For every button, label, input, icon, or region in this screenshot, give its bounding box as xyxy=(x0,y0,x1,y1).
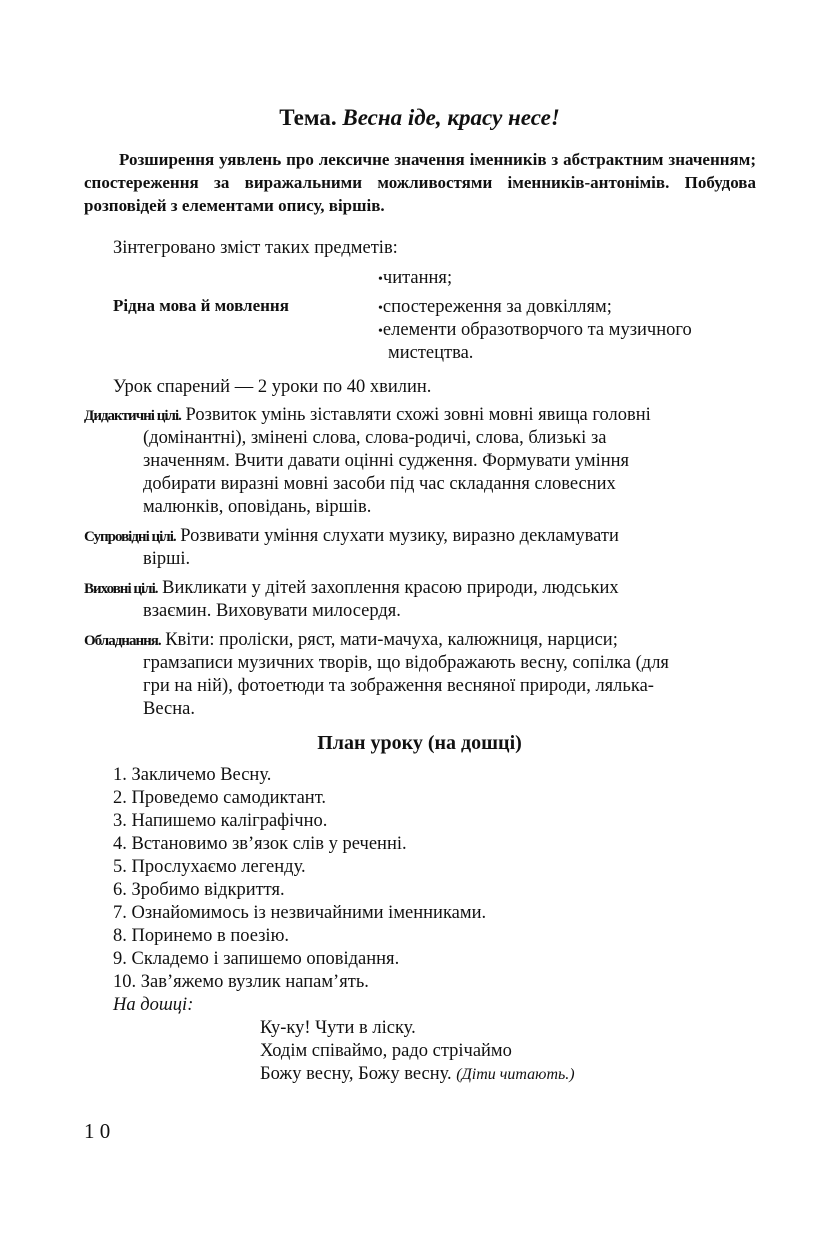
goal-label: Дидактичні цілі. xyxy=(84,408,181,424)
goal-line: взаємин. Виховувати милосердя. xyxy=(143,601,401,621)
board-line: Ходім співаймо, радо стрічаймо xyxy=(260,1041,512,1061)
plan-item: 4. Встановимо зв’язок слів у реченні. xyxy=(113,834,407,854)
goal-line: вірші. xyxy=(143,549,191,569)
title-text: Весна іде, красу несе! xyxy=(342,105,560,130)
lesson-info: Урок спарений — 2 уроки по 40 хвилин. xyxy=(113,377,432,397)
goal-line: гри на ній), фотоетюди та зображення весняної природи, лялька- xyxy=(143,676,654,696)
bullet-mark: • xyxy=(378,272,383,287)
plan-item: 10. Зав’яжемо вузлик напам’ять. xyxy=(113,972,369,992)
bullet-mark: • xyxy=(378,301,383,316)
plan-item: 5. Прослухаємо легенду. xyxy=(113,857,306,877)
board-line: Ку-ку! Чути в ліску. xyxy=(260,1018,416,1038)
plan-item: 7. Ознайомимось із незвичайними іменниками. xyxy=(113,903,487,923)
board-note: (Діти читають.) xyxy=(456,1066,575,1083)
goal-line: значенням. Вчити давати оцінні судження. Формувати уміння xyxy=(143,451,630,471)
goal-didactic: Дидактичні цілі. Розвиток умінь зіставляти схожі зовні мовні явища головні xyxy=(84,405,651,425)
plan-item: 9. Складемо і запишемо оповідання. xyxy=(113,949,400,969)
bullet-mark: • xyxy=(378,324,383,339)
subject-item-continuation: мистецтва. xyxy=(388,343,474,363)
goal-line: добирати виразні мовні засоби під час складання словесних xyxy=(143,474,616,494)
board-line-last: Божу весну, Божу весну. (Діти читають.) xyxy=(260,1064,575,1084)
plan-heading: План уроку (на дошці) xyxy=(317,732,522,754)
goal-accompanying: Супровідні цілі. Розвивати уміння слухати музику, виразно декламувати xyxy=(84,526,619,546)
goal-line: Весна. xyxy=(143,699,195,719)
subject-item: •спостереження за довкіллям; xyxy=(378,297,612,317)
goal-label: Обладнання. xyxy=(84,633,161,649)
board-label: На дошці: xyxy=(113,995,194,1015)
plan-item: 1. Закличемо Весну. xyxy=(113,765,272,785)
goal-line: (домінантні), змінені слова, слова-родичі, слова, близькі за xyxy=(143,428,607,448)
subject-item: •елементи образотворчого та музичного xyxy=(378,320,692,340)
goal-educational: Виховні цілі. Викликати у дітей захоплення красою природи, людських xyxy=(84,578,619,598)
plan-item: 8. Поринемо в поезію. xyxy=(113,926,290,946)
intro-paragraph: Розширення уявлень про лексичне значення іменників з абстрактним значенням; спостереження за виражальними можливостями іменників-антонімів. Побудова розповідей з елементами опису, віршів. xyxy=(84,150,756,215)
page-title xyxy=(0,104,839,132)
goal-line: малюнків, оповідань, віршів. xyxy=(143,497,372,517)
subject-name: Рідна мова й мовлення xyxy=(113,296,289,315)
page-number: 1 0 xyxy=(84,1119,111,1143)
title-label: Тема. xyxy=(279,105,337,130)
plan-item: 6. Зробимо відкриття. xyxy=(113,880,285,900)
plan-item: 2. Проведемо самодиктант. xyxy=(113,788,327,808)
subject-item: •читання; xyxy=(378,268,453,288)
plan-item: 3. Напишемо каліграфічно. xyxy=(113,811,328,831)
goal-label: Виховні цілі. xyxy=(84,581,158,597)
goal-label: Супровідні цілі. xyxy=(84,529,176,545)
goal-line: грамзаписи музичних творів, що відображають весну, сопілка (для xyxy=(143,653,669,673)
integrated-intro: Зінтегровано зміст таких предметів: xyxy=(113,238,398,258)
equipment: Обладнання. Квіти: проліски, ряст, мати-мачуха, калюжниця, нарциси; xyxy=(84,630,618,650)
